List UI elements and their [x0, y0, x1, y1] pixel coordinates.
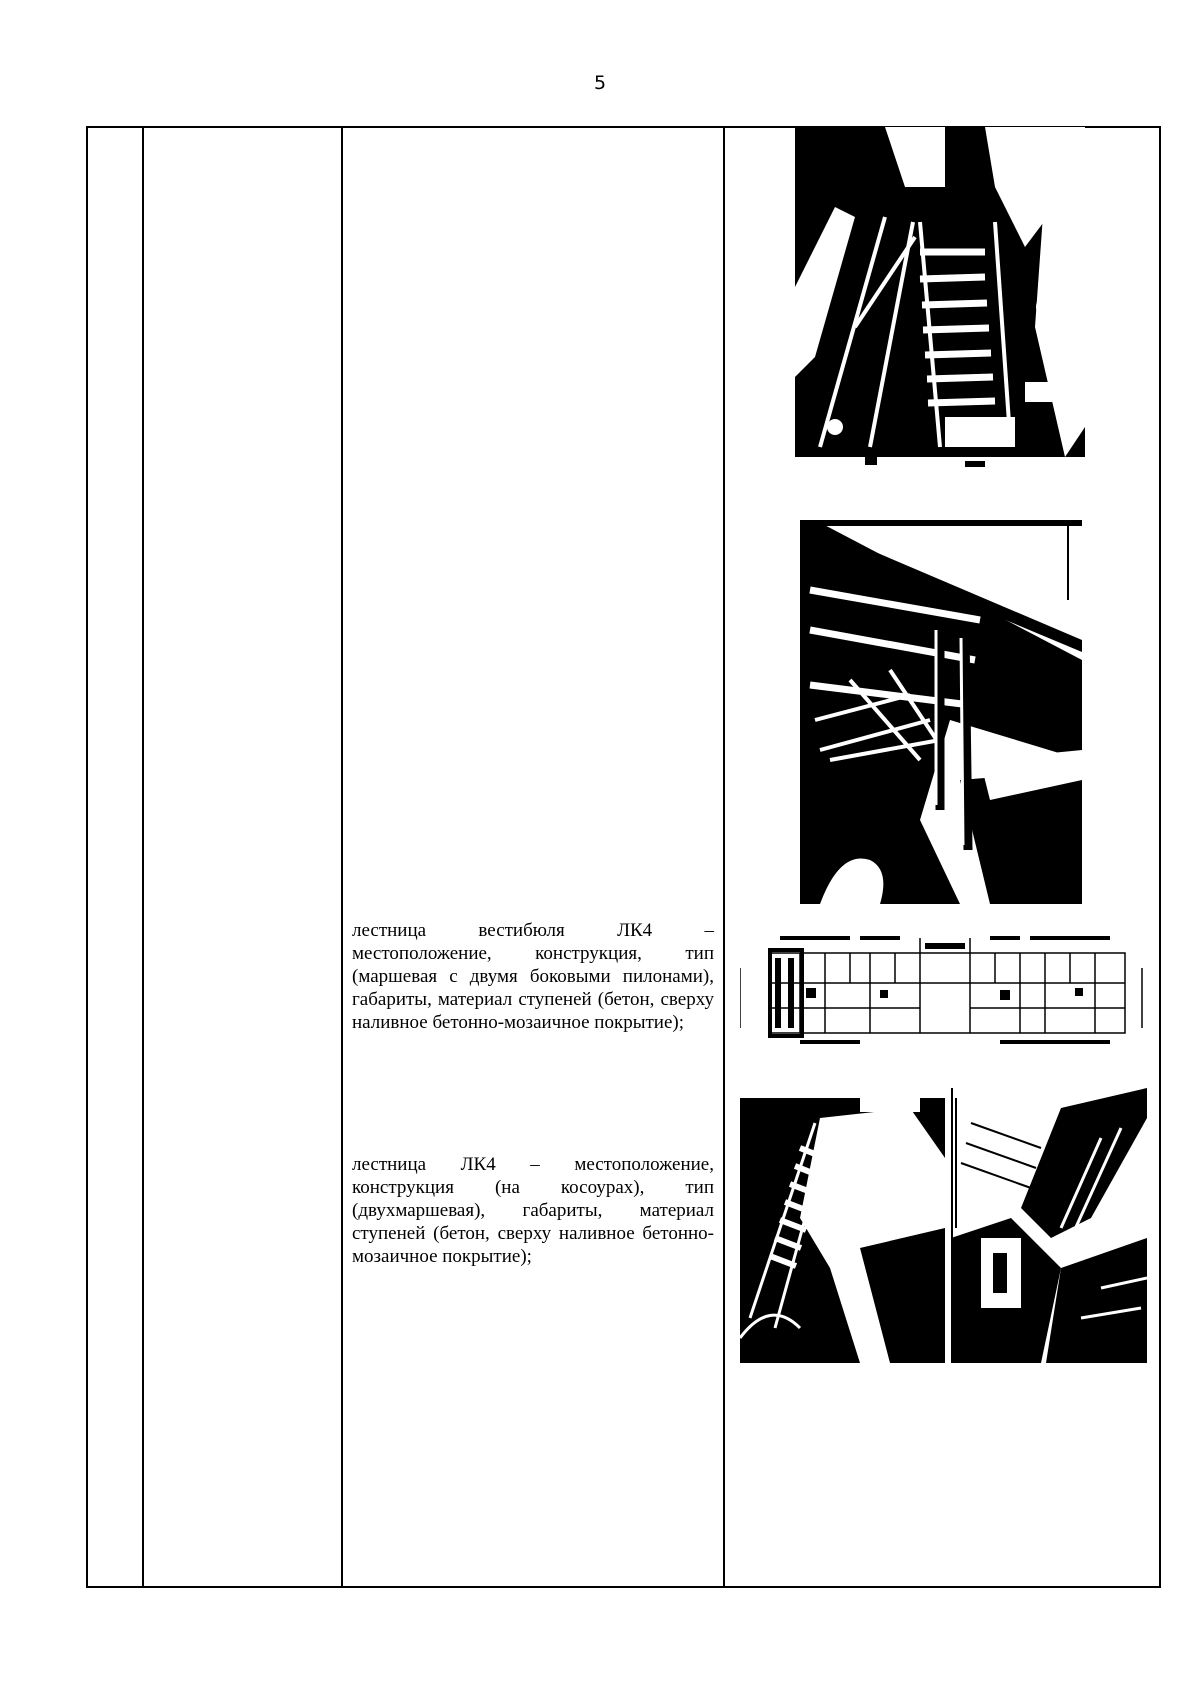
column-divider-1 — [142, 128, 144, 1586]
stair-flight-photo — [795, 127, 1085, 471]
description-paragraph-vestibule-stair: лестница вестибюля ЛК4 – местоположение, конструкция, тип (маршевая с двумя боковыми пилонами), габариты, материал ступеней (бетон, сверху наливное бетонно-мозаичное покрытие); — [352, 920, 714, 1033]
column-divider-3 — [723, 128, 725, 1586]
floor-plan-drawing — [740, 928, 1145, 1048]
description-paragraph-stair-lk4: лестница ЛК4 – местоположение, конструкция (на косоурах), тип (двухмаршевая), габариты, материал ступеней (бетон, сверху наливное бетонно-мозаичное покрытие); — [352, 1154, 714, 1267]
stair-stringer-photo — [740, 1098, 945, 1363]
stair-railing-photo — [800, 520, 1082, 904]
stair-landing-photo — [951, 1088, 1147, 1363]
page-number: 5 — [593, 72, 607, 94]
column-divider-2 — [341, 128, 343, 1586]
